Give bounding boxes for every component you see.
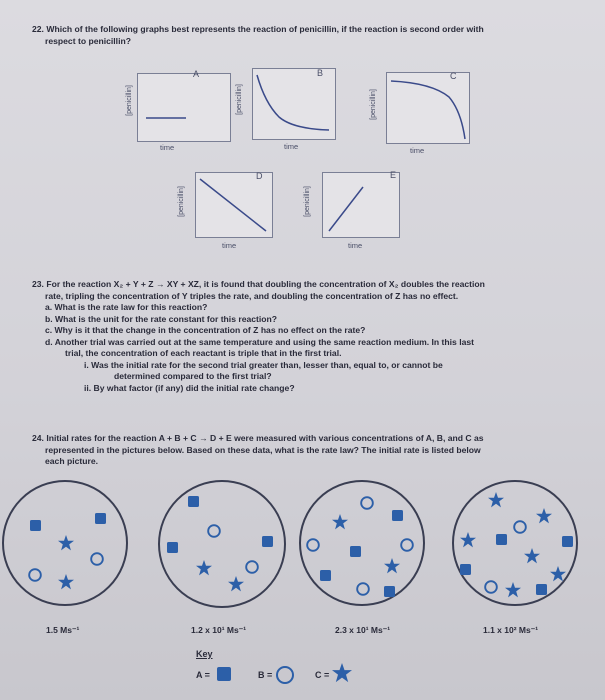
species-c-icon bbox=[196, 560, 212, 575]
picture-2 bbox=[159, 481, 285, 607]
question-22 bbox=[32, 24, 572, 47]
q22-line2: respect to penicillin? bbox=[45, 35, 131, 46]
q24-line3: each picture. bbox=[45, 456, 99, 466]
species-b-icon bbox=[485, 581, 497, 593]
rate-label-3: 2.3 x 10¹ Ms⁻¹ bbox=[335, 625, 391, 635]
key-b-label: B = bbox=[258, 670, 273, 680]
graph-c bbox=[386, 72, 470, 144]
key-a-label: A = bbox=[196, 670, 210, 680]
species-c-icon bbox=[332, 514, 348, 529]
species-b-icon bbox=[401, 539, 413, 551]
species-a-icon bbox=[320, 570, 331, 581]
species-a-icon bbox=[30, 520, 41, 531]
key-b-circle-icon bbox=[276, 666, 294, 684]
q23-part-d-line1: d. Another trial was carried out at the same temperature and using the same reaction medium. In this last bbox=[45, 336, 474, 347]
question-23 bbox=[32, 279, 572, 394]
species-b-icon bbox=[29, 569, 41, 581]
species-b-icon bbox=[91, 553, 103, 565]
q23-part-i-line2: determined compared to the first trial? bbox=[114, 371, 272, 381]
graph-b-ylabel: [penicillin] bbox=[235, 84, 243, 115]
rate-label-4: 1.1 x 10² Ms⁻¹ bbox=[483, 625, 539, 635]
graph-a-xlabel: time bbox=[160, 143, 175, 152]
species-c-icon bbox=[58, 574, 74, 589]
q23-part-ii: ii. By what factor (if any) did the initial rate change? bbox=[84, 382, 295, 393]
key-c-star-icon bbox=[332, 663, 352, 683]
species-c-icon bbox=[524, 548, 540, 563]
graph-e-letter: E bbox=[390, 170, 397, 180]
species-c-icon bbox=[488, 492, 504, 507]
picture-4 bbox=[453, 481, 577, 605]
species-a-icon bbox=[460, 564, 471, 575]
species-a-icon bbox=[496, 534, 507, 545]
q23-part-b: b. What is the unit for the rate constant for this reaction? bbox=[45, 313, 278, 324]
species-c-icon bbox=[384, 558, 400, 573]
species-b-icon bbox=[514, 521, 526, 533]
q22-line1: 22. Which of the following graphs best represents the reaction of penicillin, if the reaction is second order with bbox=[32, 24, 484, 34]
q24-line1: 24. Initial rates for the reaction A + B + C → D + E were measured with various concentrations of A, B, and C as bbox=[32, 433, 484, 443]
species-a-icon bbox=[262, 536, 273, 547]
q23-line1: 23. For the reaction X₂ + Y + Z → XY + XZ, it is found that doubling the concentration of X₂ doubles the reaction bbox=[32, 279, 485, 289]
species-c-icon bbox=[58, 535, 74, 550]
graph-e-xlabel: time bbox=[348, 241, 363, 250]
species-a-icon bbox=[536, 584, 547, 595]
key-title: Key bbox=[196, 649, 213, 659]
species-a-icon bbox=[562, 536, 573, 547]
graph-b-letter: B bbox=[317, 68, 324, 78]
key-a-square-icon bbox=[217, 667, 231, 681]
graph-d bbox=[195, 172, 273, 238]
graph-c-xlabel: time bbox=[410, 146, 425, 155]
species-c-icon bbox=[460, 532, 476, 547]
graph-a-ylabel: [penicillin] bbox=[125, 85, 133, 116]
species-a-icon bbox=[167, 542, 178, 553]
graph-c-plot bbox=[387, 73, 469, 143]
graph-e bbox=[322, 172, 400, 238]
species-a-icon bbox=[95, 513, 106, 524]
species-c-icon bbox=[550, 566, 566, 581]
reaction-pictures bbox=[0, 480, 605, 620]
graph-d-letter: D bbox=[256, 171, 263, 181]
graph-b-xlabel: time bbox=[284, 142, 299, 151]
rate-label-2: 1.2 x 10¹ Ms⁻¹ bbox=[191, 625, 247, 635]
graph-d-ylabel: [penicillin] bbox=[177, 186, 185, 217]
graph-a-plot bbox=[138, 74, 230, 141]
question-24 bbox=[32, 433, 572, 468]
graph-b-plot bbox=[253, 69, 335, 139]
species-b-icon bbox=[357, 583, 369, 595]
graph-b bbox=[252, 68, 336, 140]
q23-part-c: c. Why is it that the change in the concentration of Z has no effect on the rate? bbox=[45, 325, 366, 335]
species-b-icon bbox=[307, 539, 319, 551]
species-a-icon bbox=[188, 496, 199, 507]
species-a-icon bbox=[350, 546, 361, 557]
q23-part-d-line2: trial, the concentration of each reactant is triple that in the first trial. bbox=[65, 348, 342, 358]
species-c-icon bbox=[536, 508, 552, 523]
graph-a-letter: A bbox=[193, 69, 200, 79]
key-c-label: C = bbox=[315, 670, 330, 680]
species-c-icon bbox=[228, 576, 244, 591]
species-a-icon bbox=[384, 586, 395, 597]
q23-part-a: a. What is the rate law for this reaction? bbox=[45, 302, 208, 312]
picture-1 bbox=[3, 481, 127, 605]
graph-d-plot bbox=[196, 173, 272, 237]
graph-a bbox=[137, 73, 231, 142]
rate-label-1: 1.5 Ms⁻¹ bbox=[46, 625, 80, 635]
graph-d-xlabel: time bbox=[222, 241, 237, 250]
graph-c-letter: C bbox=[450, 71, 457, 81]
q24-line2: represented in the pictures below. Based on these data, what is the rate law? The initial rate is listed below bbox=[45, 444, 481, 455]
graph-e-plot bbox=[323, 173, 399, 237]
species-a-icon bbox=[392, 510, 403, 521]
species-b-icon bbox=[361, 497, 373, 509]
q23-part-i-line1: i. Was the initial rate for the second trial greater than, lesser than, equal to, or cannot be bbox=[84, 359, 443, 370]
graph-e-ylabel: [penicillin] bbox=[303, 186, 311, 217]
species-c-icon bbox=[505, 582, 521, 597]
species-b-icon bbox=[246, 561, 258, 573]
graph-c-ylabel: [penicillin] bbox=[369, 89, 377, 120]
q23-line2: rate, tripling the concentration of Y triples the rate, and doubling the concentration of Z has no effect. bbox=[45, 290, 459, 301]
picture-3 bbox=[300, 481, 424, 605]
species-b-icon bbox=[208, 525, 220, 537]
